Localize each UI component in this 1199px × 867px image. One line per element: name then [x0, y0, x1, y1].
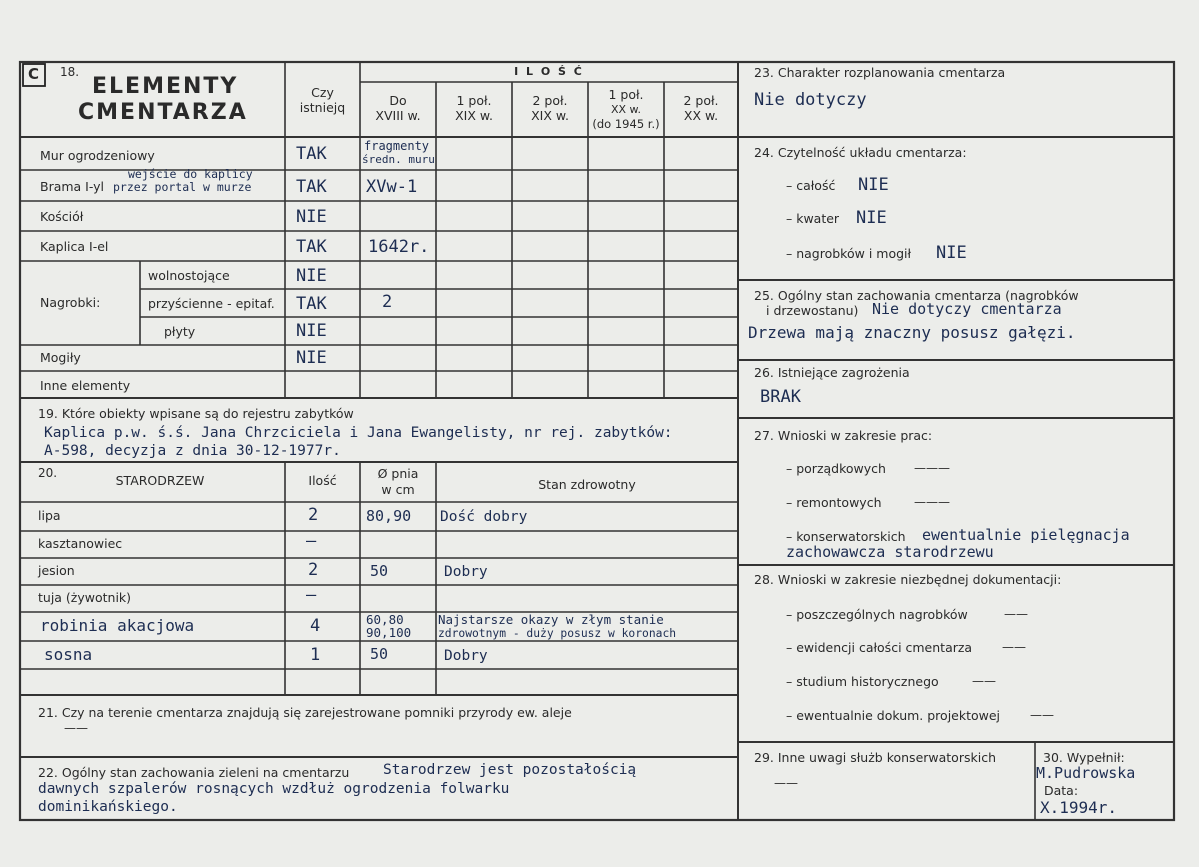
q24-item-1-answer: NIE [858, 175, 889, 195]
row-przyscienne-period: 2 [382, 292, 393, 312]
q27-item-1-label: – porządkowych [786, 461, 886, 476]
tree-row-3-health: Dobry [444, 564, 488, 580]
q22-answer-3: dominikańskiego. [38, 799, 178, 815]
row-kosciol-label: Kościół [40, 209, 84, 224]
q28-item-4-answer: —— [1030, 708, 1054, 722]
row-mogily-exists: NIE [296, 348, 327, 368]
tree-row-5-diam-1: 60,80 [366, 612, 404, 627]
tree-row-6-name: sosna [44, 645, 93, 664]
tree-row-3-diam: 50 [370, 562, 389, 580]
q19-answer-2: A-598, decyzja z dnia 30-12-1977r. [44, 443, 341, 459]
row-mogily-label: Mogiły [40, 350, 81, 365]
tree-row-4-count: — [306, 585, 317, 605]
q20-col-name: STARODRZEW [115, 473, 205, 488]
row-brama-period: XVw-1 [366, 177, 418, 197]
title-line2: CMENTARZA [78, 100, 248, 125]
row-plyty-label: płyty [164, 324, 196, 339]
row-kaplica-label: Kaplica I-el [40, 239, 109, 254]
q28-item-1-label: – poszczególnych nagrobków [786, 607, 968, 622]
q19-label: 19. Które obiekty wpisane są do rejestru zabytków [38, 406, 354, 421]
q23-label: 23. Charakter rozplanowania cmentarza [754, 65, 1006, 80]
tree-row-2-name: kasztanowiec [38, 536, 123, 551]
q28-item-2-answer: —— [1002, 640, 1026, 654]
q24-item-2-answer: NIE [856, 208, 887, 228]
q25-label-1: 25. Ogólny stan zachowania cmentarza (nagrobków [754, 288, 1079, 303]
q22-answer-1: Starodrzew jest pozostałością [383, 762, 637, 778]
q26-label: 26. Istniejące zagrożenia [754, 365, 910, 380]
row-brama-exists: TAK [296, 177, 327, 197]
tree-row-1-diam: 80,90 [366, 507, 412, 525]
period-1-l1: Do [389, 93, 407, 108]
q24-item-2-label: – kwater [786, 211, 840, 226]
period-4-l2: XX w. [610, 103, 642, 116]
q27-label: 27. Wnioski w zakresie prac: [754, 428, 933, 443]
q29-label: 29. Inne uwagi służb konserwatorskich [754, 750, 996, 765]
tree-row-3-count: 2 [308, 560, 319, 580]
row-inne-label: Inne elementy [40, 378, 131, 393]
period-5-l1: 2 poł. [683, 93, 719, 108]
tree-row-5-health-2: zdrowotnym - duży posusz w koronach [438, 627, 677, 640]
q30-name: M.Pudrowska [1036, 764, 1136, 782]
row-kaplica-exists: TAK [296, 237, 327, 257]
q24-item-1-label: – całość [786, 178, 836, 193]
q28-item-3-answer: —— [972, 674, 996, 688]
q30-date: X.1994r. [1040, 798, 1118, 817]
row-przyscienne-exists: TAK [296, 294, 327, 314]
period-1-l2: XVIII w. [375, 108, 421, 123]
period-4-l3: (do 1945 r.) [592, 117, 660, 131]
period-3-l2: XIX w. [531, 108, 569, 123]
ilosc-header: I L O Ś Ć [514, 65, 584, 78]
q30-label: 30. Wypełnił: [1043, 750, 1125, 765]
tree-row-6-health: Dobry [444, 648, 488, 664]
title-line1: ELEMENTY [92, 74, 239, 99]
q27-item-2-answer: ——— [914, 495, 950, 509]
period-5-l2: XX w. [683, 108, 719, 123]
q20-col-diam-2: w cm [381, 482, 415, 497]
section-number: 18. [60, 65, 80, 79]
tree-row-1-name: lipa [38, 508, 61, 523]
q29-answer: —— [774, 776, 798, 790]
col-czy-l2: istniejq [299, 100, 346, 115]
q28-item-3-label: – studium historycznego [786, 674, 939, 689]
row-brama-label: Brama I-yl [40, 179, 105, 194]
q28-label: 28. Wnioski w zakresie niezbędnej dokumentacji: [754, 572, 1062, 587]
q20-col-diam-1: Ø pnia [377, 466, 419, 481]
tree-row-3-name: jesion [38, 563, 75, 578]
q20-col-health: Stan zdrowotny [538, 477, 636, 492]
q24-label: 24. Czytelność układu cmentarza: [754, 145, 967, 160]
q28-item-2-label: – ewidencji całości cmentarza [786, 640, 973, 655]
col-czy-l1: Czy [311, 85, 334, 100]
period-2-l1: 1 poł. [456, 93, 492, 108]
q25-label-2: i drzewostanu) [766, 303, 859, 318]
q20-col-count: Ilość [308, 473, 337, 488]
q24-item-3-label: – nagrobków i mogił [786, 246, 912, 261]
tree-row-6-count: 1 [310, 645, 321, 665]
section-letter: C [28, 65, 40, 83]
q21-answer: —— [64, 721, 88, 735]
row-brama-note-top: wejście do kaplicy [128, 167, 253, 181]
row-brama-note-bottom: przez portal w murze [113, 180, 252, 194]
q26-answer: BRAK [760, 387, 801, 407]
q27-item-3-answer-2: zachowawcza starodrzewu [786, 543, 994, 561]
tree-row-1-count: 2 [308, 505, 319, 525]
row-mur-note-2: średn. muru [362, 153, 435, 166]
row-wolnostojace-label: wolnostojące [148, 268, 230, 283]
period-3-l1: 2 poł. [532, 93, 568, 108]
row-przyscienne-label: przyścienne - epitaf. [148, 296, 275, 311]
q23-answer: Nie dotyczy [754, 90, 867, 110]
q24-item-3-answer: NIE [936, 243, 967, 263]
q22-answer-2: dawnych szpalerów rosnących wzdłuż ogrodzenia folwarku [38, 781, 510, 797]
q27-item-3-answer-1: ewentualnie pielęgnacja [922, 526, 1130, 544]
q28-item-4-label: – ewentualnie dokum. projektowej [786, 708, 1001, 723]
q22-label: 22. Ogólny stan zachowania zieleni na cmentarzu [38, 765, 350, 780]
tree-row-4-name: tuja (żywotnik) [38, 590, 132, 605]
q20-number: 20. [38, 466, 58, 480]
tree-row-5-count: 4 [310, 616, 321, 636]
q27-item-2-label: – remontowych [786, 495, 882, 510]
q28-item-1-answer: —— [1004, 607, 1028, 621]
tree-row-6-diam: 50 [370, 645, 389, 663]
row-kosciol-exists: NIE [296, 207, 327, 227]
q27-item-1-answer: ——— [914, 461, 950, 475]
row-mur-label: Mur ogrodzeniowy [40, 148, 155, 163]
row-mur-exists: TAK [296, 144, 327, 164]
q25-answer-2: Drzewa mają znaczny posusz gałęzi. [748, 323, 1076, 342]
q21-label: 21. Czy na terenie cmentarza znajdują się zarejestrowane pomniki przyrody ew. aleje [38, 705, 572, 720]
row-nagrobki-label: Nagrobki: [40, 295, 101, 310]
tree-row-2-count: — [306, 531, 317, 551]
row-plyty-exists: NIE [296, 321, 327, 341]
q30-date-label: Data: [1044, 783, 1079, 798]
row-wolnostojace-exists: NIE [296, 266, 327, 286]
tree-row-5-diam-2: 90,100 [366, 625, 412, 640]
row-mur-note-1: fragmenty [364, 139, 430, 153]
tree-row-5-name: robinia akacjowa [40, 616, 195, 635]
tree-row-5-health-1: Najstarsze okazy w złym stanie [438, 612, 664, 627]
period-4-l1: 1 poł. [608, 87, 644, 102]
q19-answer-1: Kaplica p.w. ś.ś. Jana Chrzciciela i Jana Ewangelisty, nr rej. zabytków: [44, 425, 673, 441]
q25-answer-1: Nie dotyczy cmentarza [872, 300, 1062, 318]
q27-item-3-label: – konserwatorskich [786, 529, 906, 544]
tree-row-1-health: Dość dobry [440, 509, 528, 525]
period-2-l2: XIX w. [455, 108, 493, 123]
row-kaplica-period: 1642r. [368, 237, 430, 257]
